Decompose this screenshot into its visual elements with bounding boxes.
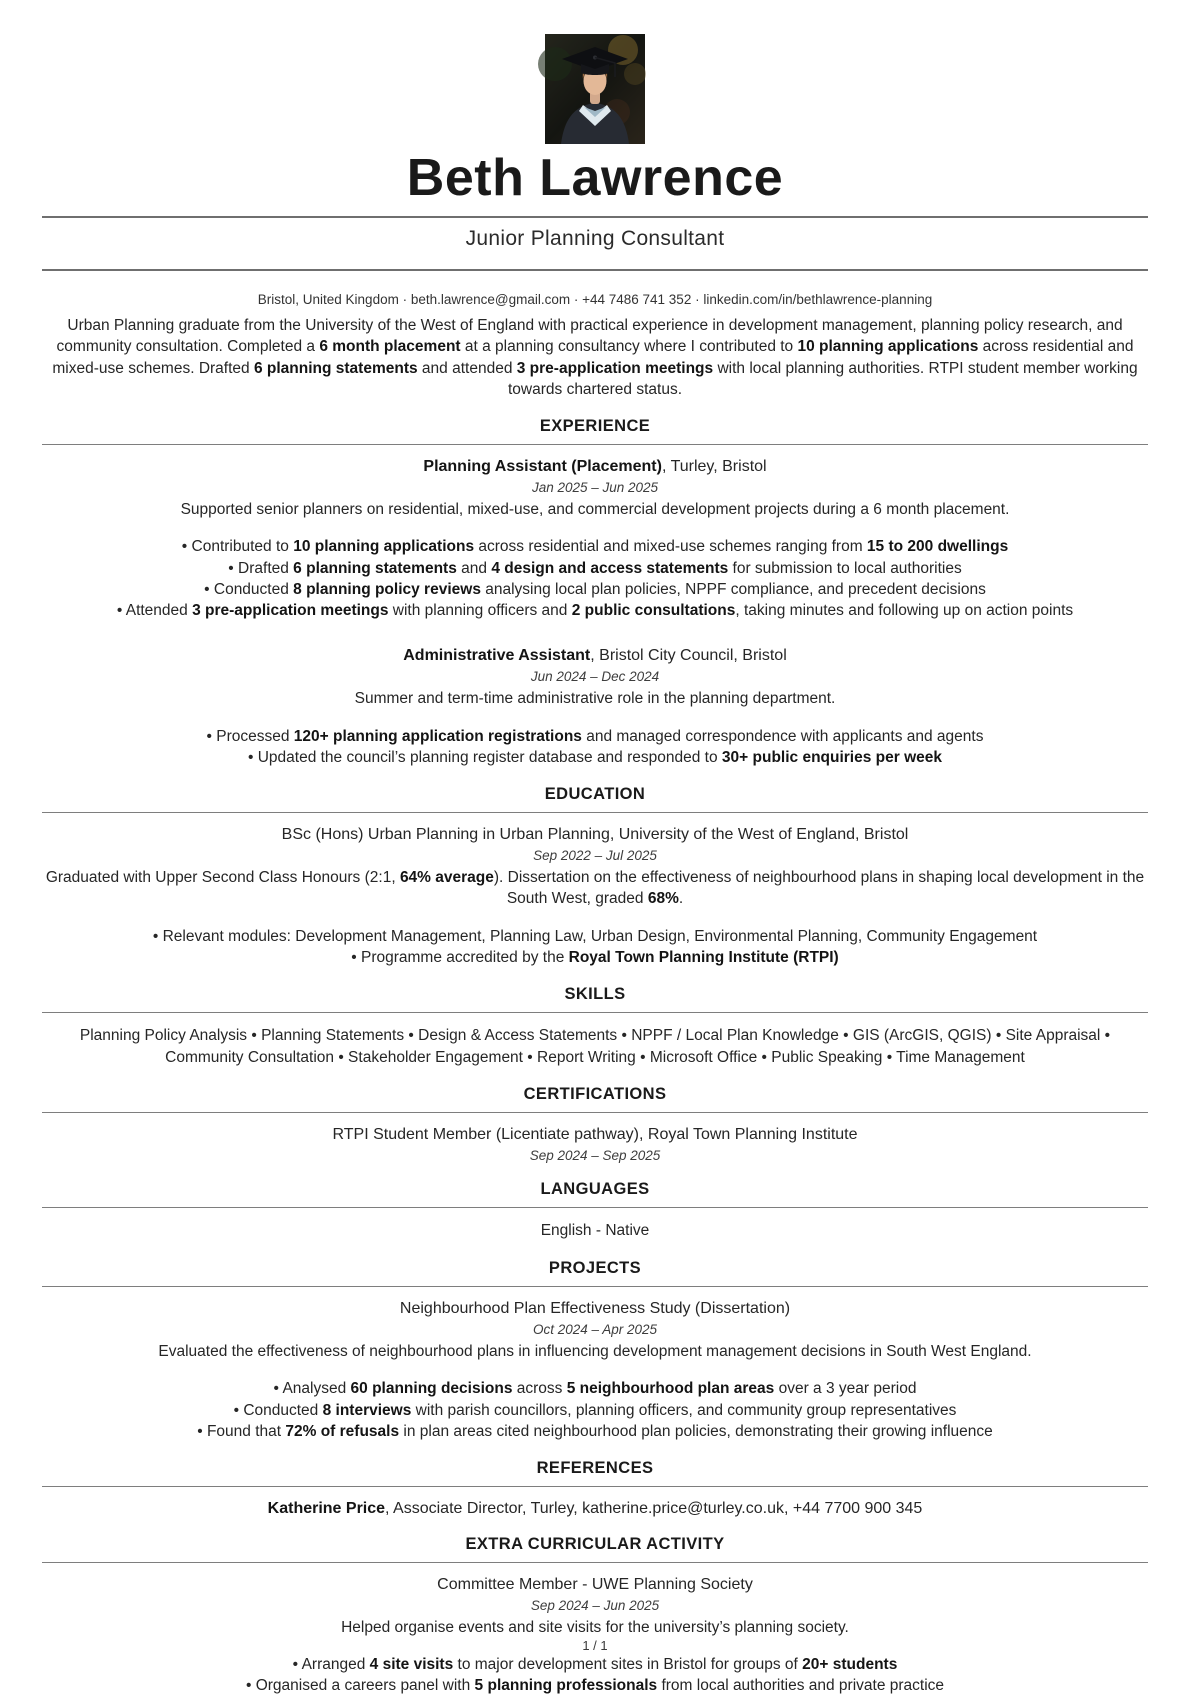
entry-bullets bbox=[42, 1654, 1148, 1696]
section-body bbox=[42, 1025, 1148, 1068]
resume-section bbox=[42, 1535, 1148, 1697]
section-heading: REFERENCES bbox=[42, 1459, 1148, 1487]
bullet-item: • Found that 72% of refusals in plan areas cited neighbourhood plan policies, demonstrating their growing influence bbox=[42, 1421, 1148, 1442]
section-heading: LANGUAGES bbox=[42, 1180, 1148, 1208]
bullet-item: • Programme accredited by the Royal Town Planning Institute (RTPI) bbox=[42, 947, 1148, 968]
resume-section bbox=[42, 1259, 1148, 1442]
entry-date: Sep 2024 – Jun 2025 bbox=[530, 1597, 660, 1613]
section-body bbox=[42, 1300, 1148, 1442]
entry-title: Neighbourhood Plan Effectiveness Study (Dissertation) bbox=[399, 1300, 791, 1318]
entry-description: Helped organise events and site visits for the university’s planning society. bbox=[341, 1618, 849, 1636]
section-body bbox=[42, 1576, 1148, 1697]
bullet-item: • Conducted 8 planning policy reviews analysing local plan policies, NPPF compliance, and precedent decisions bbox=[42, 579, 1148, 600]
resume-section bbox=[42, 417, 1148, 768]
entry-bullets bbox=[42, 726, 1148, 768]
bullet-item: • Analysed 60 planning decisions across 5 neighbourhood plan areas over a 3 year period bbox=[42, 1378, 1148, 1399]
section-body bbox=[42, 458, 1148, 768]
entry-bullets bbox=[42, 926, 1148, 968]
section-entry bbox=[42, 1126, 1148, 1163]
section-heading: PROJECTS bbox=[42, 1259, 1148, 1287]
entry-description: Evaluated the effectiveness of neighbourhood plans in influencing development management decisions in South West England. bbox=[158, 1343, 1032, 1361]
section-body bbox=[42, 826, 1148, 968]
sections-container bbox=[42, 417, 1148, 1697]
page-number: 1 / 1 bbox=[582, 1638, 608, 1653]
entry-date: Sep 2022 – Jul 2025 bbox=[533, 848, 657, 864]
section-entry bbox=[42, 1576, 1148, 1697]
entry-date: Jun 2024 – Dec 2024 bbox=[530, 669, 660, 685]
entry-date: Jan 2025 – Jun 2025 bbox=[531, 480, 659, 496]
entry-title: Committee Member - UWE Planning Society bbox=[437, 1575, 753, 1593]
entry-date: Sep 2024 – Sep 2025 bbox=[529, 1148, 661, 1164]
bullet-item: • Updated the council’s planning register database and responded to 30+ public enquiries per week bbox=[42, 747, 1148, 768]
entry-title: Planning Assistant (Placement), Turley, Bristol bbox=[423, 458, 767, 476]
entry-bullets bbox=[42, 1378, 1148, 1442]
page-footer bbox=[0, 1638, 1190, 1653]
graduate-portrait-illustration bbox=[545, 34, 645, 144]
section-heading: EXTRA CURRICULAR ACTIVITY bbox=[42, 1535, 1148, 1563]
divider-below-headline bbox=[42, 269, 1148, 271]
profile-photo bbox=[545, 34, 645, 144]
section-body bbox=[42, 1500, 1148, 1518]
section-heading: CERTIFICATIONS bbox=[42, 1085, 1148, 1113]
section-entry bbox=[42, 1300, 1148, 1442]
entry-description: Summer and term-time administrative role in the planning department. bbox=[354, 690, 836, 708]
section-heading: EDUCATION bbox=[42, 785, 1148, 813]
section-paragraph: English - Native bbox=[540, 1222, 650, 1240]
resume-section bbox=[42, 785, 1148, 968]
entry-description: Supported senior planners on residential, mixed-use, and commercial development projects during a 6 month placement. bbox=[180, 501, 1010, 519]
section-body bbox=[42, 1126, 1148, 1163]
bullet-item: • Conducted 8 interviews with parish councillors, planning officers, and community group representatives bbox=[42, 1400, 1148, 1421]
section-entry bbox=[42, 458, 1148, 621]
bullet-item: • Relevant modules: Development Management, Planning Law, Urban Design, Environmental Planning, Community Engagement bbox=[42, 926, 1148, 947]
section-body bbox=[42, 1220, 1148, 1242]
section-paragraph: Planning Policy Analysis • Planning Statements • Design & Access Statements • NPPF / Local Plan Knowledge • GIS (ArcGIS, QGIS) • Site Appraisal • Community Consultation • Stakeholder Engagement • Report Writing • Microsoft Office • Public Speaking • Time Management bbox=[79, 1026, 1111, 1066]
bullet-item: • Organised a careers panel with 5 planning professionals from local authorities and private practice bbox=[42, 1675, 1148, 1696]
resume-section bbox=[42, 1180, 1148, 1242]
bullet-item: • Arranged 4 site visits to major development sites in Bristol for groups of 20+ students bbox=[42, 1654, 1148, 1675]
section-entry bbox=[42, 1500, 1148, 1518]
section-entry bbox=[42, 826, 1148, 968]
section-heading: SKILLS bbox=[42, 985, 1148, 1013]
resume-section bbox=[42, 1085, 1148, 1163]
bullet-item: • Drafted 6 planning statements and 4 design and access statements for submission to local authorities bbox=[42, 558, 1148, 579]
resume-section bbox=[42, 1459, 1148, 1518]
resume-section bbox=[42, 985, 1148, 1068]
entry-title: BSc (Hons) Urban Planning in Urban Planning, University of the West of England, Bristol bbox=[281, 826, 909, 844]
bullet-item: • Processed 120+ planning application registrations and managed correspondence with applicants and agents bbox=[42, 726, 1148, 747]
contact-line: Bristol, United Kingdom · beth.lawrence@gmail.com · +44 7486 741 352 · linkedin.com/in/bethlawrence-planning bbox=[257, 292, 933, 308]
entry-bullets bbox=[42, 536, 1148, 621]
entry-description: Graduated with Upper Second Class Honours (2:1, 64% average). Dissertation on the effectiveness of neighbourhood plans in shaping local development in the South West, graded 68%. bbox=[45, 869, 1145, 908]
entry-title: Administrative Assistant, Bristol City Council, Bristol bbox=[403, 647, 787, 665]
summary-paragraph: Urban Planning graduate from the University of the West of England with practical experience in development management, planning policy research, and community consultation. Completed a 6 month placement at a planning consultancy where I contributed to 10 planning applications across residential and mixed-use schemes. Drafted 6 planning statements and attended 3 pre-application meetings with local planning authorities. RTPI student member working towards chartered status. bbox=[52, 317, 1138, 398]
bullet-item: • Contributed to 10 planning applications across residential and mixed-use schemes ranging from 15 to 200 dwellings bbox=[42, 536, 1148, 557]
entry-title: Katherine Price, Associate Director, Turley, katherine.price@turley.co.uk, +44 7700 900 345 bbox=[267, 1499, 923, 1517]
section-entry bbox=[42, 647, 1148, 768]
person-name: Beth Lawrence bbox=[406, 149, 784, 207]
headline-title: Junior Planning Consultant bbox=[465, 227, 725, 251]
entry-title: RTPI Student Member (Licentiate pathway), Royal Town Planning Institute bbox=[332, 1126, 858, 1144]
entry-date: Oct 2024 – Apr 2025 bbox=[532, 1322, 658, 1338]
bullet-item: • Attended 3 pre-application meetings with planning officers and 2 public consultations, taking minutes and following up on action points bbox=[42, 600, 1148, 621]
section-heading: EXPERIENCE bbox=[42, 417, 1148, 445]
